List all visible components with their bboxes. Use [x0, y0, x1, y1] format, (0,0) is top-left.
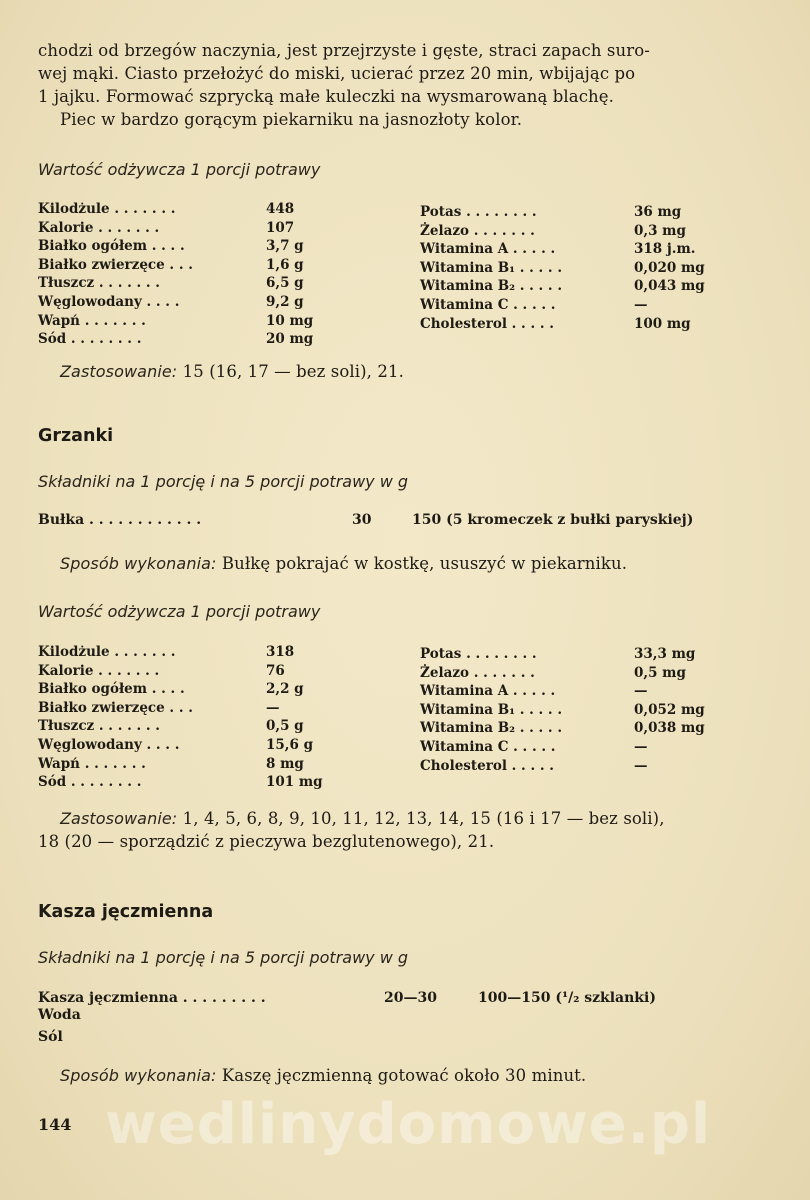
- nutrient-value: 101 mg: [266, 774, 323, 791]
- nutrient-label: Witamina A . . . . .: [420, 241, 556, 258]
- usage-text: 1, 4, 5, 6, 8, 9, 10, 11, 12, 13, 14, 15 (16 i 17 — bez soli),: [182, 809, 665, 828]
- usage-label: Zastosowanie:: [60, 809, 178, 828]
- nutrient-value: 10 mg: [266, 312, 314, 329]
- nutrient-label: Tłuszcz . . . . . . .: [38, 718, 161, 735]
- nutrient-label: Witamina B₂ . . . . .: [420, 278, 563, 295]
- nutrient-value: 15,6 g: [266, 736, 314, 753]
- intro-line-3: 1 jajku. Formować szprycką małe kuleczki na wysmarowaną blachę.: [38, 87, 614, 106]
- recipe-title-kasza: Kasza jęczmienna: [38, 902, 214, 922]
- nutrient-label: Białko zwierzęce . . .: [38, 699, 193, 716]
- page-number: 144: [38, 1115, 72, 1134]
- nutrition-table-left-1: [38, 200, 358, 349]
- nutrient-label: Witamina B₁ . . . . .: [420, 259, 563, 276]
- nutrient-label: Żelazo . . . . . . .: [420, 222, 535, 239]
- nutrition-row: [38, 256, 358, 275]
- method-text: Bułkę pokrajać w kostkę, ususzyć w piekarniku.: [221, 554, 628, 573]
- nutrient-value: —: [634, 683, 648, 700]
- nutrient-value: 100 mg: [634, 315, 691, 332]
- method-text: Kaszę jęczmienną gotować około 30 minut.: [221, 1066, 587, 1085]
- nutrient-value: 318 j.m.: [634, 241, 696, 258]
- nutrient-label: Tłuszcz . . . . . . .: [38, 275, 161, 292]
- nutrient-value: 1,6 g: [266, 256, 304, 273]
- nutrition-row: [420, 222, 760, 241]
- nutrient-value: 0,5 mg: [634, 664, 686, 681]
- usage-line-2b: 18 (20 — sporządzić z pieczywa bezglutenowego), 21.: [38, 832, 495, 851]
- nutrition-row: [38, 699, 358, 718]
- nutrient-label: Witamina C . . . . .: [420, 738, 556, 755]
- nutrient-label: Żelazo . . . . . . .: [420, 664, 535, 681]
- ingredient-name: Bułka . . . . . . . . . . . .: [38, 512, 202, 528]
- nutrient-value: —: [266, 699, 280, 716]
- nutrient-value: 9,2 g: [266, 293, 304, 310]
- recipe-title-grzanki: Grzanki: [38, 426, 114, 446]
- nutrient-value: 2,2 g: [266, 681, 304, 698]
- nutrient-value: 0,5 g: [266, 718, 304, 735]
- ingredients-title-grzanki: Składniki na 1 porcję i na 5 porcji potrawy w g: [38, 472, 409, 491]
- nutrient-label: Wapń . . . . . . .: [38, 312, 146, 329]
- nutrition-row: [420, 296, 760, 315]
- nutrient-label: Kilodżule . . . . . . .: [38, 644, 176, 660]
- watermark: wedlinydomowe.pl: [105, 1092, 712, 1157]
- ingredient-qty-5: 150 (5 kromeczek z bułki paryskiej): [412, 512, 694, 528]
- ingredients-title-kasza: Składniki na 1 porcję i na 5 porcji potrawy w g: [38, 948, 409, 967]
- nutrient-value: 0,020 mg: [634, 259, 705, 276]
- intro-line-4: Piec w bardzo gorącym piekarniku na jasnozłoty kolor.: [60, 110, 523, 129]
- nutrition-row: [420, 645, 760, 664]
- nutrient-value: 0,043 mg: [634, 278, 705, 295]
- nutrient-label: Witamina B₂ . . . . .: [420, 720, 563, 737]
- nutrient-value: 6,5 g: [266, 275, 304, 292]
- method-line-grzanki: [60, 554, 627, 573]
- nutrition-row: [38, 755, 358, 774]
- nutrition-row: [38, 736, 358, 755]
- ingredient-name: Woda: [38, 1007, 81, 1023]
- nutrition-row: [38, 293, 358, 312]
- usage-text: 15 (16, 17 — bez soli), 21.: [182, 362, 404, 381]
- nutrient-value: 0,038 mg: [634, 720, 705, 737]
- method-label: Sposób wykonania:: [60, 554, 217, 573]
- method-label: Sposób wykonania:: [60, 1066, 217, 1085]
- nutrient-label: Kilodżule . . . . . . .: [38, 201, 176, 217]
- nutrient-value: 0,3 mg: [634, 222, 686, 239]
- nutrient-label: Cholesterol . . . . .: [420, 315, 554, 332]
- intro-line-2: wej mąki. Ciasto przełożyć do miski, ucierać przez 20 min, wbijając po: [38, 64, 636, 83]
- nutrition-row: [420, 315, 760, 334]
- nutrition-row: [420, 701, 760, 720]
- nutrient-label: Witamina B₁ . . . . .: [420, 701, 563, 718]
- nutrition-row: [420, 738, 760, 757]
- nutrient-value: 20 mg: [266, 331, 314, 348]
- nutrition-row: [38, 200, 358, 219]
- nutrient-label: Witamina C . . . . .: [420, 296, 556, 313]
- nutrient-value: 36 mg: [634, 204, 682, 220]
- nutrition-table-right-1: [420, 203, 760, 333]
- nutrition-table-left-2: [38, 643, 358, 792]
- nutrient-label: Potas . . . . . . . .: [420, 204, 537, 220]
- nutrient-label: Wapń . . . . . . .: [38, 755, 146, 772]
- nutrition-row: [38, 219, 358, 238]
- nutrient-label: Białko ogółem . . . .: [38, 238, 185, 255]
- ingredient-qty-1: 20—30: [384, 990, 437, 1006]
- nutrient-value: 107: [266, 219, 295, 236]
- nutrient-value: 33,3 mg: [634, 646, 696, 662]
- nutrient-label: Węglowodany . . . .: [38, 293, 180, 310]
- nutrition-row: [420, 664, 760, 683]
- ingredient-name: Kasza jęczmienna . . . . . . . . .: [38, 990, 266, 1006]
- nutrient-label: Cholesterol . . . . .: [420, 757, 554, 774]
- nutrition-row: [38, 643, 358, 662]
- nutrition-row: [38, 237, 358, 256]
- nutrition-row: [420, 240, 760, 259]
- nutrition-row: [420, 757, 760, 776]
- nutrient-value: —: [634, 296, 648, 313]
- nutrition-row: [38, 717, 358, 736]
- usage-line-1: [60, 362, 404, 381]
- nutrition-title-1: Wartość odżywcza 1 porcji potrawy: [38, 160, 321, 179]
- nutrition-row: [38, 662, 358, 681]
- ingredient-name: Sól: [38, 1029, 63, 1045]
- nutrition-row: [38, 773, 358, 792]
- nutrient-label: Kalorie . . . . . . .: [38, 219, 160, 236]
- nutrition-row: [420, 682, 760, 701]
- nutrient-label: Białko zwierzęce . . .: [38, 256, 193, 273]
- nutrient-value: 76: [266, 662, 285, 679]
- nutrient-label: Potas . . . . . . . .: [420, 646, 537, 662]
- nutrition-row: [420, 203, 760, 222]
- usage-label: Zastosowanie:: [60, 362, 178, 381]
- nutrition-row: [38, 274, 358, 293]
- nutrient-value: 0,052 mg: [634, 701, 705, 718]
- ingredient-qty-1: 30: [352, 512, 372, 528]
- nutrient-value: —: [634, 757, 648, 774]
- nutrient-label: Sód . . . . . . . .: [38, 774, 142, 791]
- intro-line-1: chodzi od brzegów naczynia, jest przejrzyste i gęste, straci zapach suro-: [38, 41, 650, 60]
- nutrient-value: 3,7 g: [266, 238, 304, 255]
- nutrition-row: [38, 312, 358, 331]
- nutrient-label: Witamina A . . . . .: [420, 683, 556, 700]
- method-line-kasza: [60, 1066, 586, 1085]
- nutrient-label: Węglowodany . . . .: [38, 736, 180, 753]
- nutrition-title-2: Wartość odżywcza 1 porcji potrawy: [38, 602, 321, 621]
- nutrition-table-right-2: [420, 645, 760, 775]
- nutrition-row: [38, 680, 358, 699]
- nutrient-value: 448: [266, 201, 295, 217]
- nutrition-row: [38, 330, 358, 349]
- nutrient-label: Kalorie . . . . . . .: [38, 662, 160, 679]
- nutrient-value: —: [634, 738, 648, 755]
- nutrient-label: Białko ogółem . . . .: [38, 681, 185, 698]
- usage-line-2a: [60, 809, 665, 828]
- nutrition-row: [420, 719, 760, 738]
- nutrition-row: [420, 259, 760, 278]
- nutrition-row: [420, 277, 760, 296]
- nutrient-value: 8 mg: [266, 755, 304, 772]
- nutrient-value: 318: [266, 644, 295, 660]
- nutrient-label: Sód . . . . . . . .: [38, 331, 142, 348]
- ingredient-qty-5: 100—150 (¹/₂ szklanki): [478, 990, 656, 1006]
